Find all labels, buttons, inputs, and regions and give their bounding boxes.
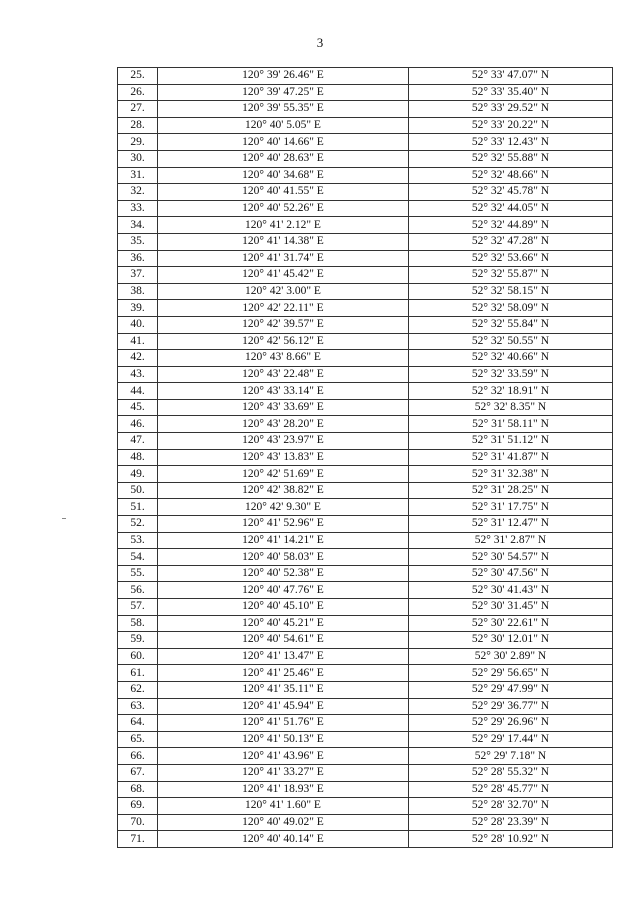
point-number-cell: 67. — [118, 764, 158, 781]
latitude-cell: 52° 32' 53.66" N — [409, 250, 613, 267]
point-number-cell: 25. — [118, 68, 158, 85]
point-number-cell: 49. — [118, 466, 158, 483]
longitude-cell: 120° 41' 14.21" E — [158, 532, 409, 549]
longitude-cell: 120° 40' 34.68" E — [158, 167, 409, 184]
latitude-cell: 52° 30' 12.01" N — [409, 632, 613, 649]
latitude-cell: 52° 31' 12.47" N — [409, 516, 613, 533]
point-number-cell: 27. — [118, 101, 158, 118]
table-row — [118, 399, 613, 416]
latitude-cell: 52° 31' 28.25" N — [409, 482, 613, 499]
table-row — [118, 250, 613, 267]
latitude-cell: 52° 32' 55.88" N — [409, 150, 613, 167]
point-number-cell: 40. — [118, 316, 158, 333]
longitude-cell: 120° 43' 22.48" E — [158, 366, 409, 383]
point-number-cell: 39. — [118, 300, 158, 317]
point-number-cell: 70. — [118, 814, 158, 831]
table-row — [118, 184, 613, 201]
table-row — [118, 267, 613, 284]
longitude-cell: 120° 41' 50.13" E — [158, 731, 409, 748]
latitude-cell: 52° 31' 58.11" N — [409, 416, 613, 433]
latitude-cell: 52° 29' 47.99" N — [409, 681, 613, 698]
table-row — [118, 101, 613, 118]
longitude-cell: 120° 41' 45.94" E — [158, 698, 409, 715]
table-row — [118, 333, 613, 350]
point-number-cell: 47. — [118, 433, 158, 450]
latitude-cell: 52° 33' 29.52" N — [409, 101, 613, 118]
latitude-cell: 52° 33' 20.22" N — [409, 117, 613, 134]
point-number-cell: 30. — [118, 150, 158, 167]
longitude-cell: 120° 41' 51.76" E — [158, 715, 409, 732]
table-row — [118, 383, 613, 400]
latitude-cell: 52° 32' 45.78" N — [409, 184, 613, 201]
longitude-cell: 120° 40' 40.14" E — [158, 831, 409, 848]
latitude-cell: 52° 28' 55.32" N — [409, 764, 613, 781]
table-row — [118, 565, 613, 582]
point-number-cell: 36. — [118, 250, 158, 267]
point-number-cell: 57. — [118, 599, 158, 616]
latitude-cell: 52° 29' 56.65" N — [409, 665, 613, 682]
point-number-cell: 55. — [118, 565, 158, 582]
table-row — [118, 217, 613, 234]
latitude-cell: 52° 29' 17.44" N — [409, 731, 613, 748]
table-row — [118, 233, 613, 250]
latitude-cell: 52° 31' 17.75" N — [409, 499, 613, 516]
point-number-cell: 71. — [118, 831, 158, 848]
table-row — [118, 200, 613, 217]
table-row — [118, 516, 613, 533]
longitude-cell: 120° 42' 39.57" E — [158, 316, 409, 333]
longitude-cell: 120° 41' 45.42" E — [158, 267, 409, 284]
point-number-cell: 65. — [118, 731, 158, 748]
longitude-cell: 120° 43' 8.66" E — [158, 350, 409, 367]
table-row — [118, 599, 613, 616]
longitude-cell: 120° 41' 1.60" E — [158, 798, 409, 815]
longitude-cell: 120° 40' 52.26" E — [158, 200, 409, 217]
longitude-cell: 120° 43' 13.83" E — [158, 449, 409, 466]
longitude-cell: 120° 43' 28.20" E — [158, 416, 409, 433]
point-number-cell: 26. — [118, 84, 158, 101]
latitude-cell: 52° 30' 54.57" N — [409, 549, 613, 566]
longitude-cell: 120° 40' 41.55" E — [158, 184, 409, 201]
table-row — [118, 715, 613, 732]
latitude-cell: 52° 28' 32.70" N — [409, 798, 613, 815]
longitude-cell: 120° 43' 33.69" E — [158, 399, 409, 416]
latitude-cell: 52° 32' 58.09" N — [409, 300, 613, 317]
point-number-cell: 51. — [118, 499, 158, 516]
table-row — [118, 665, 613, 682]
latitude-cell: 52° 32' 33.59" N — [409, 366, 613, 383]
longitude-cell: 120° 43' 33.14" E — [158, 383, 409, 400]
longitude-cell: 120° 42' 38.82" E — [158, 482, 409, 499]
longitude-cell: 120° 42' 56.12" E — [158, 333, 409, 350]
latitude-cell: 52° 30' 41.43" N — [409, 582, 613, 599]
latitude-cell: 52° 31' 2.87" N — [409, 532, 613, 549]
table-row — [118, 731, 613, 748]
latitude-cell: 52° 29' 26.96" N — [409, 715, 613, 732]
latitude-cell: 52° 33' 47.07" N — [409, 68, 613, 85]
point-number-cell: 34. — [118, 217, 158, 234]
latitude-cell: 52° 29' 36.77" N — [409, 698, 613, 715]
table-row — [118, 798, 613, 815]
latitude-cell: 52° 28' 23.39" N — [409, 814, 613, 831]
latitude-cell: 52° 31' 32.38" N — [409, 466, 613, 483]
table-row — [118, 316, 613, 333]
point-number-cell: 63. — [118, 698, 158, 715]
point-number-cell: 61. — [118, 665, 158, 682]
table-row — [118, 350, 613, 367]
point-number-cell: 31. — [118, 167, 158, 184]
point-number-cell: 59. — [118, 632, 158, 649]
longitude-cell: 120° 40' 49.02" E — [158, 814, 409, 831]
longitude-cell: 120° 39' 55.35" E — [158, 101, 409, 118]
table-row — [118, 482, 613, 499]
point-number-cell: 43. — [118, 366, 158, 383]
latitude-cell: 52° 30' 47.56" N — [409, 565, 613, 582]
point-number-cell: 56. — [118, 582, 158, 599]
longitude-cell: 120° 41' 43.96" E — [158, 748, 409, 765]
table-row — [118, 300, 613, 317]
longitude-cell: 120° 40' 5.05" E — [158, 117, 409, 134]
point-number-cell: 58. — [118, 615, 158, 632]
longitude-cell: 120° 40' 14.66" E — [158, 134, 409, 151]
longitude-cell: 120° 41' 13.47" E — [158, 648, 409, 665]
latitude-cell: 52° 33' 12.43" N — [409, 134, 613, 151]
table-row — [118, 781, 613, 798]
point-number-cell: 53. — [118, 532, 158, 549]
point-number-cell: 68. — [118, 781, 158, 798]
point-number-cell: 62. — [118, 681, 158, 698]
longitude-cell: 120° 40' 58.03" E — [158, 549, 409, 566]
table-row — [118, 764, 613, 781]
coordinates-table — [117, 67, 613, 848]
longitude-cell: 120° 40' 45.21" E — [158, 615, 409, 632]
table-row — [118, 499, 613, 516]
table-row — [118, 831, 613, 848]
table-row — [118, 433, 613, 450]
table-row — [118, 814, 613, 831]
longitude-cell: 120° 41' 31.74" E — [158, 250, 409, 267]
point-number-cell: 37. — [118, 267, 158, 284]
point-number-cell: 64. — [118, 715, 158, 732]
table-row — [118, 416, 613, 433]
table-row — [118, 84, 613, 101]
latitude-cell: 52° 32' 47.28" N — [409, 233, 613, 250]
table-row — [118, 648, 613, 665]
latitude-cell: 52° 33' 35.40" N — [409, 84, 613, 101]
point-number-cell: 44. — [118, 383, 158, 400]
latitude-cell: 52° 31' 51.12" N — [409, 433, 613, 450]
margin-mark — [62, 518, 66, 519]
longitude-cell: 120° 40' 28.63" E — [158, 150, 409, 167]
table-row — [118, 68, 613, 85]
latitude-cell: 52° 30' 22.61" N — [409, 615, 613, 632]
longitude-cell: 120° 41' 33.27" E — [158, 764, 409, 781]
longitude-cell: 120° 40' 47.76" E — [158, 582, 409, 599]
point-number-cell: 54. — [118, 549, 158, 566]
latitude-cell: 52° 32' 50.55" N — [409, 333, 613, 350]
longitude-cell: 120° 42' 3.00" E — [158, 283, 409, 300]
latitude-cell: 52° 31' 41.87" N — [409, 449, 613, 466]
point-number-cell: 42. — [118, 350, 158, 367]
point-number-cell: 28. — [118, 117, 158, 134]
point-number-cell: 48. — [118, 449, 158, 466]
table-row — [118, 134, 613, 151]
latitude-cell: 52° 32' 48.66" N — [409, 167, 613, 184]
latitude-cell: 52° 30' 31.45" N — [409, 599, 613, 616]
longitude-cell: 120° 42' 22.11" E — [158, 300, 409, 317]
latitude-cell: 52° 29' 7.18" N — [409, 748, 613, 765]
point-number-cell: 46. — [118, 416, 158, 433]
table-row — [118, 615, 613, 632]
point-number-cell: 52. — [118, 516, 158, 533]
longitude-cell: 120° 39' 47.25" E — [158, 84, 409, 101]
table-row — [118, 283, 613, 300]
point-number-cell: 45. — [118, 399, 158, 416]
point-number-cell: 41. — [118, 333, 158, 350]
longitude-cell: 120° 41' 18.93" E — [158, 781, 409, 798]
longitude-cell: 120° 41' 35.11" E — [158, 681, 409, 698]
latitude-cell: 52° 32' 58.15" N — [409, 283, 613, 300]
latitude-cell: 52° 32' 40.66" N — [409, 350, 613, 367]
longitude-cell: 120° 40' 52.38" E — [158, 565, 409, 582]
table-row — [118, 549, 613, 566]
table-row — [118, 366, 613, 383]
point-number-cell: 33. — [118, 200, 158, 217]
longitude-cell: 120° 42' 51.69" E — [158, 466, 409, 483]
latitude-cell: 52° 32' 55.87" N — [409, 267, 613, 284]
table-row — [118, 582, 613, 599]
longitude-cell: 120° 39' 26.46" E — [158, 68, 409, 85]
point-number-cell: 60. — [118, 648, 158, 665]
latitude-cell: 52° 32' 8.35" N — [409, 399, 613, 416]
table-row — [118, 681, 613, 698]
page-number: 3 — [316, 35, 324, 50]
longitude-cell: 120° 41' 25.46" E — [158, 665, 409, 682]
longitude-cell: 120° 41' 2.12" E — [158, 217, 409, 234]
point-number-cell: 38. — [118, 283, 158, 300]
longitude-cell: 120° 40' 45.10" E — [158, 599, 409, 616]
table-row — [118, 117, 613, 134]
table-row — [118, 150, 613, 167]
table-row — [118, 748, 613, 765]
table-row — [118, 449, 613, 466]
point-number-cell: 66. — [118, 748, 158, 765]
longitude-cell: 120° 41' 52.96" E — [158, 516, 409, 533]
longitude-cell: 120° 40' 54.61" E — [158, 632, 409, 649]
point-number-cell: 32. — [118, 184, 158, 201]
coordinates-table-body — [118, 68, 613, 848]
point-number-cell: 50. — [118, 482, 158, 499]
latitude-cell: 52° 28' 45.77" N — [409, 781, 613, 798]
longitude-cell: 120° 43' 23.97" E — [158, 433, 409, 450]
table-row — [118, 167, 613, 184]
latitude-cell: 52° 32' 44.89" N — [409, 217, 613, 234]
table-row — [118, 466, 613, 483]
point-number-cell: 69. — [118, 798, 158, 815]
point-number-cell: 35. — [118, 233, 158, 250]
longitude-cell: 120° 42' 9.30" E — [158, 499, 409, 516]
latitude-cell: 52° 32' 44.05" N — [409, 200, 613, 217]
point-number-cell: 29. — [118, 134, 158, 151]
table-row — [118, 698, 613, 715]
latitude-cell: 52° 30' 2.89" N — [409, 648, 613, 665]
latitude-cell: 52° 28' 10.92" N — [409, 831, 613, 848]
table-row — [118, 532, 613, 549]
table-row — [118, 632, 613, 649]
longitude-cell: 120° 41' 14.38" E — [158, 233, 409, 250]
latitude-cell: 52° 32' 55.84" N — [409, 316, 613, 333]
latitude-cell: 52° 32' 18.91" N — [409, 383, 613, 400]
